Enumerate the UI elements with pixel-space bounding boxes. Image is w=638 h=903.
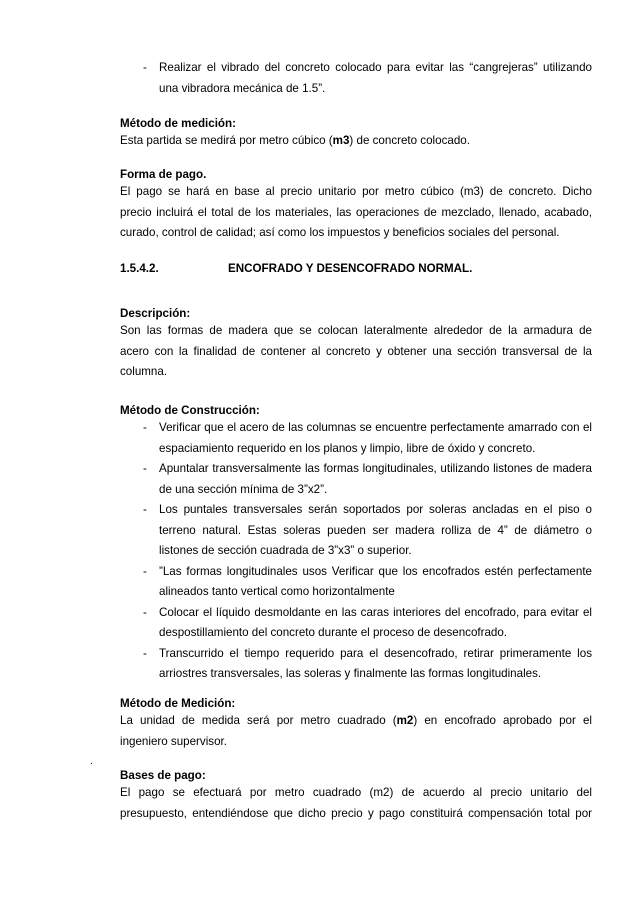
metodo-medicion-section xyxy=(120,117,592,152)
forma-pago-line: precio incluirá el total de los materiales, las operaciones de mezclado, llenado, acabado, xyxy=(120,205,592,219)
margin-mark: . xyxy=(90,756,93,767)
text-span: ) de concreto colocado. xyxy=(349,134,470,147)
bullet-line: Realizar el vibrado del concreto colocado para evitar las “cangrejeras” utilizando xyxy=(159,61,592,74)
bullet-dash: - xyxy=(143,605,147,619)
section-heading xyxy=(120,262,592,275)
metodo-medicion-heading: Método de medición: xyxy=(120,117,236,130)
section-number: 1.5.4.2. xyxy=(120,262,159,275)
descripcion-line: Son las formas de madera que se colocan lateralmente alrededor de la armadura de xyxy=(120,324,592,337)
item-line: listones de sección cuadrada de 3”x3” o superior. xyxy=(159,544,412,557)
item-line: alineados tanto vertical como horizontalmente xyxy=(159,585,395,598)
text-span: ) en encofrado aprobado por el xyxy=(413,714,592,727)
bullet-dash: - xyxy=(143,646,147,660)
forma-pago-line: curado, control de calidad; así como los impuestos y beneficios sociales del personal. xyxy=(120,226,560,239)
descripcion-section xyxy=(120,307,592,383)
descripcion-line: columna. xyxy=(120,365,168,378)
item-line: Verificar que el acero de las columnas se encuentre perfectamente amarrado con el xyxy=(159,421,592,434)
bullet-dash: - xyxy=(143,503,147,516)
item-line: ”Las formas longitudinales usos Verificar que los encofrados estén perfectamente xyxy=(159,564,592,578)
item-line: Colocar el líquido desmoldante en las caras interiores del encofrado, para evitar el xyxy=(159,605,592,619)
forma-pago-section xyxy=(120,168,592,244)
bullet-dash: - xyxy=(143,564,147,578)
item-line: terreno natural. Estas soleras pueden ser madera rolliza de 4” de diámetro o xyxy=(159,523,592,537)
construccion-item xyxy=(140,500,592,562)
item-line: Transcurrido el tiempo requerido para el desencofrado, retirar primeramente los xyxy=(159,646,592,660)
unit-m3: m3 xyxy=(332,134,350,147)
bullet-dash: - xyxy=(143,421,147,434)
forma-pago-heading: Forma de pago. xyxy=(120,168,207,181)
unit-m2: m2 xyxy=(396,714,414,727)
construccion-item xyxy=(140,459,592,500)
item-line: Los puntales transversales serán soportados por soleras ancladas en el piso o xyxy=(159,503,592,516)
construccion-item xyxy=(140,562,592,603)
metodo-medicion-2-heading: Método de Medición: xyxy=(120,697,236,710)
item-line: Apuntalar transversalmente las formas longitudinales, utilizando listones de madera xyxy=(159,462,592,475)
bullet-dash: - xyxy=(143,61,147,74)
metodo-medicion-2-line: ingeniero supervisor. xyxy=(120,734,227,748)
bases-pago-line: El pago se efectuará por metro cuadrado (m2) de acuerdo al precio unitario del xyxy=(120,786,592,799)
descripcion-heading: Descripción: xyxy=(120,307,191,320)
bases-pago-section xyxy=(120,769,592,824)
bases-pago-line: presupuesto, entendiéndose que dicho precio y pago constituirá compensación total por xyxy=(120,806,592,820)
metodo-medicion-2-line xyxy=(120,711,592,732)
bases-pago-heading: Bases de pago: xyxy=(120,769,206,782)
metodo-construccion-section xyxy=(120,404,592,685)
text-span: Esta partida se medirá por metro cúbico ( xyxy=(120,134,333,147)
construccion-item xyxy=(140,418,592,459)
metodo-medicion-2-section xyxy=(120,697,592,752)
construccion-item xyxy=(140,644,592,685)
bullet-line: una vibradora mecánica de 1.5”. xyxy=(159,81,326,95)
item-line: de una sección mínima de 3”x2”. xyxy=(159,482,328,496)
bullet-dash: - xyxy=(143,462,147,475)
metodo-medicion-text xyxy=(120,131,592,152)
item-line: arriostres transversales, las soleras y finalmente las formas longitudinales. xyxy=(159,667,542,680)
construccion-item xyxy=(140,603,592,644)
metodo-construccion-heading: Método de Construcción: xyxy=(120,404,260,417)
forma-pago-line: El pago se hará en base al precio unitario por metro cúbico (m3) de concreto. Dicho xyxy=(120,185,592,198)
section-title: ENCOFRADO Y DESENCOFRADO NORMAL. xyxy=(228,262,473,275)
descripcion-line: acero con la finalidad de contener al concreto y obtener una sección transversal de la xyxy=(120,344,592,358)
item-line: despostillamiento del concreto durante el proceso de desencofrado. xyxy=(159,626,508,639)
text-span: La unidad de medida será por metro cuadrado ( xyxy=(120,714,397,727)
item-line: espaciamiento requerido en los planos y limpio, libre de óxido y concreto. xyxy=(159,441,536,455)
top-bullet-item xyxy=(120,58,592,99)
